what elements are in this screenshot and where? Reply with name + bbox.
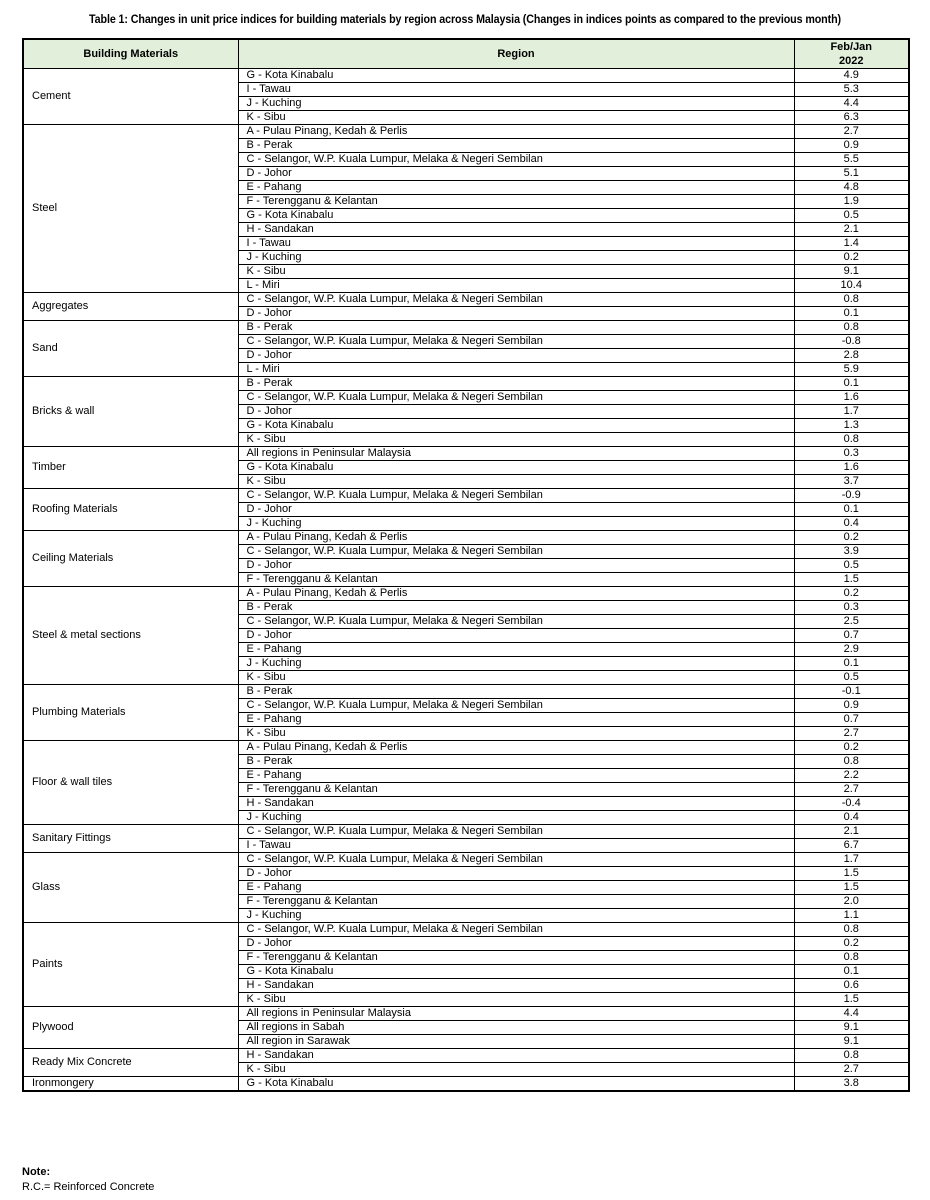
region-cell: H - Sandakan (238, 223, 794, 237)
region-cell: E - Pahang (238, 713, 794, 727)
index-change-cell: 0.8 (794, 433, 909, 447)
header-period-line1: Feb/Jan (830, 41, 873, 53)
region-cell: D - Johor (238, 559, 794, 573)
index-change-cell: 0.2 (794, 251, 909, 265)
region-cell: K - Sibu (238, 1063, 794, 1077)
table-row (23, 377, 909, 391)
index-change-cell: 1.3 (794, 419, 909, 433)
table-row (23, 923, 909, 937)
index-change-cell: 1.7 (794, 853, 909, 867)
index-change-cell: -0.9 (794, 489, 909, 503)
region-cell: H - Sandakan (238, 797, 794, 811)
region-cell: C - Selangor, W.P. Kuala Lumpur, Melaka & Negeri Sembilan (238, 489, 794, 503)
building-material-cell: Ironmongery (23, 1077, 238, 1092)
region-cell: B - Perak (238, 601, 794, 615)
index-change-cell: 3.9 (794, 545, 909, 559)
index-change-cell: 10.4 (794, 279, 909, 293)
building-material-cell: Plywood (23, 1007, 238, 1049)
region-cell: I - Tawau (238, 839, 794, 853)
region-cell: K - Sibu (238, 265, 794, 279)
index-change-cell: 9.1 (794, 1035, 909, 1049)
table-row (23, 853, 909, 867)
index-change-cell: 0.7 (794, 629, 909, 643)
index-change-cell: 1.1 (794, 909, 909, 923)
index-change-cell: 2.9 (794, 643, 909, 657)
note-block (22, 1165, 154, 1195)
index-change-cell: 0.8 (794, 951, 909, 965)
index-change-cell: 0.9 (794, 699, 909, 713)
index-change-cell: -0.4 (794, 797, 909, 811)
index-change-cell: 1.5 (794, 867, 909, 881)
region-cell: G - Kota Kinabalu (238, 1077, 794, 1092)
region-cell: All region in Sarawak (238, 1035, 794, 1049)
building-material-cell: Cement (23, 69, 238, 125)
index-change-cell: 0.4 (794, 517, 909, 531)
region-cell: L - Miri (238, 279, 794, 293)
region-cell: D - Johor (238, 349, 794, 363)
index-change-cell: -0.8 (794, 335, 909, 349)
index-change-cell: 1.6 (794, 391, 909, 405)
region-cell: H - Sandakan (238, 979, 794, 993)
index-change-cell: 3.8 (794, 1077, 909, 1092)
region-cell: E - Pahang (238, 181, 794, 195)
index-change-cell: 1.5 (794, 993, 909, 1007)
region-cell: C - Selangor, W.P. Kuala Lumpur, Melaka & Negeri Sembilan (238, 545, 794, 559)
region-cell: C - Selangor, W.P. Kuala Lumpur, Melaka & Negeri Sembilan (238, 615, 794, 629)
region-cell: J - Kuching (238, 811, 794, 825)
index-change-cell: 2.7 (794, 125, 909, 139)
region-cell: C - Selangor, W.P. Kuala Lumpur, Melaka & Negeri Sembilan (238, 923, 794, 937)
index-change-cell: 5.1 (794, 167, 909, 181)
index-change-cell: 0.8 (794, 321, 909, 335)
region-cell: A - Pulau Pinang, Kedah & Perlis (238, 741, 794, 755)
price-index-table (22, 38, 910, 1092)
index-change-cell: 1.5 (794, 573, 909, 587)
region-cell: C - Selangor, W.P. Kuala Lumpur, Melaka & Negeri Sembilan (238, 825, 794, 839)
index-change-cell: 4.8 (794, 181, 909, 195)
table-row (23, 1077, 909, 1092)
header-period-line2: 2022 (839, 55, 864, 67)
region-cell: G - Kota Kinabalu (238, 69, 794, 83)
region-cell: E - Pahang (238, 769, 794, 783)
region-cell: J - Kuching (238, 517, 794, 531)
index-change-cell: 2.0 (794, 895, 909, 909)
table-row (23, 293, 909, 307)
index-change-cell: 2.7 (794, 1063, 909, 1077)
region-cell: H - Sandakan (238, 1049, 794, 1063)
region-cell: C - Selangor, W.P. Kuala Lumpur, Melaka & Negeri Sembilan (238, 293, 794, 307)
index-change-cell: 0.9 (794, 139, 909, 153)
region-cell: All regions in Sabah (238, 1021, 794, 1035)
region-cell: G - Kota Kinabalu (238, 461, 794, 475)
region-cell: D - Johor (238, 503, 794, 517)
index-change-cell: 2.1 (794, 223, 909, 237)
building-material-cell: Floor & wall tiles (23, 741, 238, 825)
region-cell: G - Kota Kinabalu (238, 965, 794, 979)
index-change-cell: 0.1 (794, 965, 909, 979)
index-change-cell: 0.2 (794, 741, 909, 755)
index-change-cell: 1.4 (794, 237, 909, 251)
region-cell: C - Selangor, W.P. Kuala Lumpur, Melaka & Negeri Sembilan (238, 699, 794, 713)
building-material-cell: Ready Mix Concrete (23, 1049, 238, 1077)
index-change-cell: 0.7 (794, 713, 909, 727)
index-change-cell: 6.7 (794, 839, 909, 853)
table-row (23, 1007, 909, 1021)
index-change-cell: 0.5 (794, 559, 909, 573)
region-cell: D - Johor (238, 867, 794, 881)
region-cell: F - Terengganu & Kelantan (238, 783, 794, 797)
region-cell: B - Perak (238, 139, 794, 153)
index-change-cell: 1.7 (794, 405, 909, 419)
index-change-cell: 9.1 (794, 1021, 909, 1035)
index-change-cell: 2.1 (794, 825, 909, 839)
note-text: R.C.= Reinforced Concrete (22, 1181, 155, 1193)
building-material-cell: Plumbing Materials (23, 685, 238, 741)
building-material-cell: Sand (23, 321, 238, 377)
index-change-cell: 0.8 (794, 923, 909, 937)
region-cell: K - Sibu (238, 993, 794, 1007)
index-change-cell: 0.1 (794, 377, 909, 391)
region-cell: C - Selangor, W.P. Kuala Lumpur, Melaka & Negeri Sembilan (238, 335, 794, 349)
index-change-cell: 1.5 (794, 881, 909, 895)
index-change-cell: 0.8 (794, 755, 909, 769)
region-cell: D - Johor (238, 307, 794, 321)
region-cell: C - Selangor, W.P. Kuala Lumpur, Melaka & Negeri Sembilan (238, 853, 794, 867)
table-row (23, 69, 909, 83)
index-change-cell: 2.8 (794, 349, 909, 363)
table-row (23, 321, 909, 335)
region-cell: K - Sibu (238, 111, 794, 125)
index-change-cell: 5.9 (794, 363, 909, 377)
region-cell: J - Kuching (238, 97, 794, 111)
region-cell: B - Perak (238, 377, 794, 391)
building-material-cell: Paints (23, 923, 238, 1007)
index-change-cell: 0.3 (794, 447, 909, 461)
region-cell: B - Perak (238, 685, 794, 699)
index-change-cell: -0.1 (794, 685, 909, 699)
building-material-cell: Ceiling Materials (23, 531, 238, 587)
index-change-cell: 4.9 (794, 69, 909, 83)
table-body (23, 69, 909, 1092)
table-row (23, 489, 909, 503)
index-change-cell: 1.9 (794, 195, 909, 209)
index-change-cell: 0.5 (794, 671, 909, 685)
index-change-cell: 1.6 (794, 461, 909, 475)
index-change-cell: 0.5 (794, 209, 909, 223)
building-material-cell: Bricks & wall (23, 377, 238, 447)
index-change-cell: 2.5 (794, 615, 909, 629)
table-row (23, 741, 909, 755)
building-material-cell: Aggregates (23, 293, 238, 321)
region-cell: C - Selangor, W.P. Kuala Lumpur, Melaka & Negeri Sembilan (238, 153, 794, 167)
index-change-cell: 5.3 (794, 83, 909, 97)
index-change-cell: 2.2 (794, 769, 909, 783)
index-change-cell: 6.3 (794, 111, 909, 125)
region-cell: All regions in Peninsular Malaysia (238, 1007, 794, 1021)
index-change-cell: 0.8 (794, 1049, 909, 1063)
region-cell: D - Johor (238, 405, 794, 419)
region-cell: D - Johor (238, 937, 794, 951)
index-change-cell: 0.1 (794, 503, 909, 517)
region-cell: D - Johor (238, 167, 794, 181)
table-row (23, 447, 909, 461)
index-change-cell: 3.7 (794, 475, 909, 489)
building-material-cell: Roofing Materials (23, 489, 238, 531)
building-material-cell: Timber (23, 447, 238, 489)
index-change-cell: 0.1 (794, 307, 909, 321)
table-row (23, 531, 909, 545)
index-change-cell: 0.8 (794, 293, 909, 307)
index-change-cell: 0.3 (794, 601, 909, 615)
building-material-cell: Glass (23, 853, 238, 923)
region-cell: I - Tawau (238, 83, 794, 97)
region-cell: B - Perak (238, 321, 794, 335)
region-cell: F - Terengganu & Kelantan (238, 895, 794, 909)
index-change-cell: 4.4 (794, 1007, 909, 1021)
region-cell: J - Kuching (238, 657, 794, 671)
region-cell: K - Sibu (238, 475, 794, 489)
table-row (23, 685, 909, 699)
region-cell: All regions in Peninsular Malaysia (238, 447, 794, 461)
index-change-cell: 0.4 (794, 811, 909, 825)
building-material-cell: Sanitary Fittings (23, 825, 238, 853)
index-change-cell: 0.6 (794, 979, 909, 993)
index-change-cell: 2.7 (794, 783, 909, 797)
index-change-cell: 5.5 (794, 153, 909, 167)
building-material-cell: Steel (23, 125, 238, 293)
building-material-cell: Steel & metal sections (23, 587, 238, 685)
region-cell: E - Pahang (238, 643, 794, 657)
region-cell: K - Sibu (238, 433, 794, 447)
index-change-cell: 0.1 (794, 657, 909, 671)
table-title: Table 1: Changes in unit price indices for building materials by region across Malaysia (Changes in indices points as compared to the previous month) (89, 14, 841, 26)
region-cell: C - Selangor, W.P. Kuala Lumpur, Melaka & Negeri Sembilan (238, 391, 794, 405)
header-region: Region (238, 39, 794, 69)
table-row (23, 587, 909, 601)
region-cell: G - Kota Kinabalu (238, 209, 794, 223)
region-cell: A - Pulau Pinang, Kedah & Perlis (238, 531, 794, 545)
region-cell: K - Sibu (238, 727, 794, 741)
region-cell: F - Terengganu & Kelantan (238, 195, 794, 209)
index-change-cell: 9.1 (794, 265, 909, 279)
index-change-cell: 0.2 (794, 587, 909, 601)
table-row (23, 125, 909, 139)
region-cell: F - Terengganu & Kelantan (238, 573, 794, 587)
region-cell: A - Pulau Pinang, Kedah & Perlis (238, 125, 794, 139)
header-building-materials: Building Materials (23, 39, 238, 69)
index-change-cell: 4.4 (794, 97, 909, 111)
region-cell: L - Miri (238, 363, 794, 377)
region-cell: J - Kuching (238, 909, 794, 923)
region-cell: G - Kota Kinabalu (238, 419, 794, 433)
table-row (23, 825, 909, 839)
index-change-cell: 0.2 (794, 531, 909, 545)
region-cell: A - Pulau Pinang, Kedah & Perlis (238, 587, 794, 601)
region-cell: I - Tawau (238, 237, 794, 251)
header-period (794, 39, 909, 69)
region-cell: F - Terengganu & Kelantan (238, 951, 794, 965)
header-row (23, 39, 909, 69)
region-cell: K - Sibu (238, 671, 794, 685)
note-label: Note: (22, 1166, 51, 1178)
region-cell: D - Johor (238, 629, 794, 643)
region-cell: B - Perak (238, 755, 794, 769)
index-change-cell: 2.7 (794, 727, 909, 741)
region-cell: J - Kuching (238, 251, 794, 265)
index-change-cell: 0.2 (794, 937, 909, 951)
region-cell: E - Pahang (238, 881, 794, 895)
table-row (23, 1049, 909, 1063)
